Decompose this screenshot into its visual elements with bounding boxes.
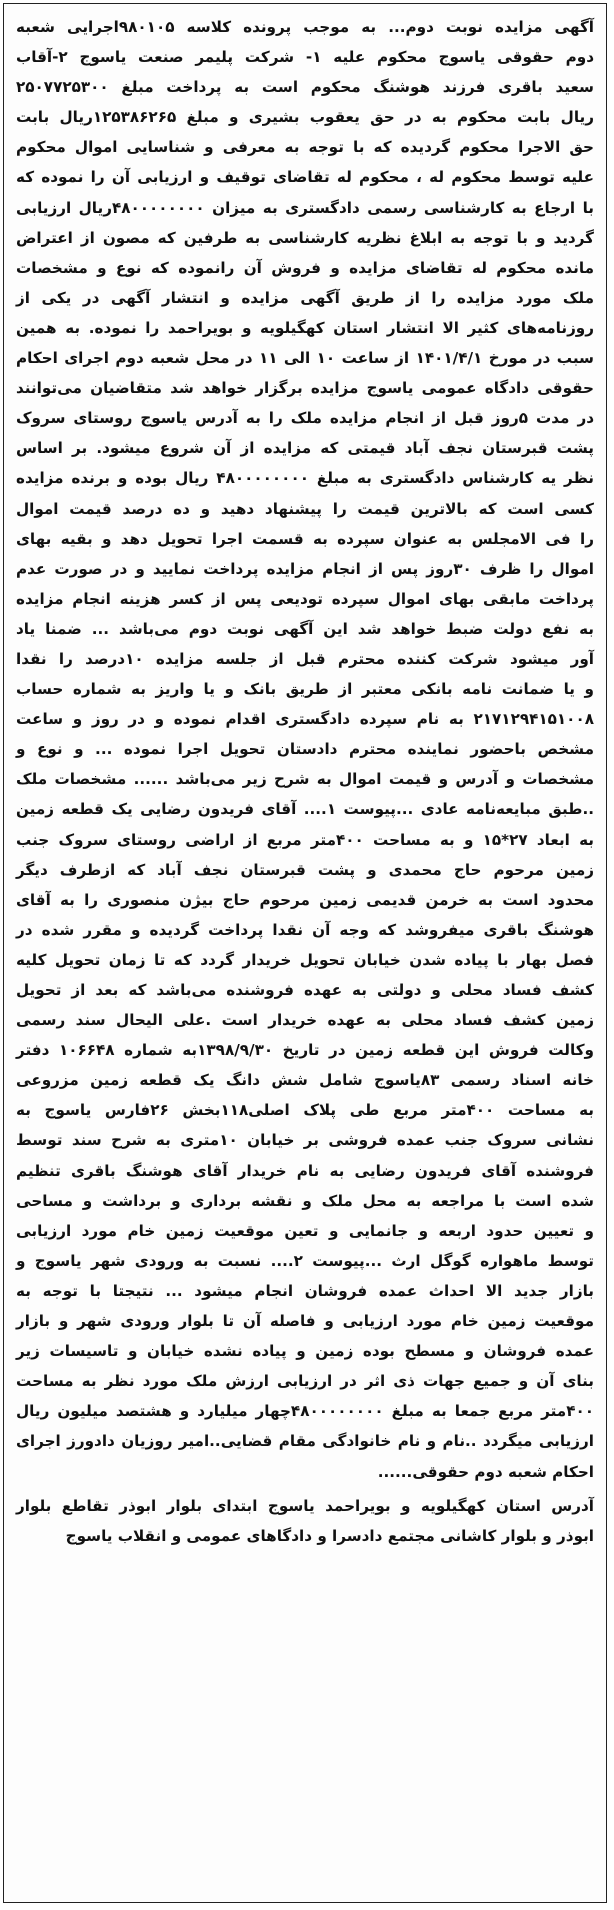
notice-text-line: کسی است که بالاترین قیمت را پیشنهاد دهید و ده درصد قیمت اموال <box>16 499 594 518</box>
notice-text-line: احکام شعبه دوم حقوقی...... <box>377 1462 594 1481</box>
notice-text-line: با ارجاع به کارشناسی رسمی دادگستری به میزان ۴۸۰۰۰۰۰۰۰۰ریال ارزیابی <box>16 198 595 217</box>
notice-text-line: و یا ضمانت نامه بانکی معتبر از طریق بانک و یا واریز به شماره حساب <box>16 680 594 699</box>
auction-notice <box>3 3 607 1903</box>
notice-text-line: به ابعاد ۲۷*۱۵ و به مساحت ۴۰۰متر مربع از اراضی روستای سروک جنب <box>16 830 595 849</box>
notice-text-line: به نفع دولت ضبط خواهد شد این آگهی نوبت دوم می‌باشد ... ضمنا یاد <box>16 619 594 638</box>
notice-text-line: علیه توسط محکوم له ، محکوم له تقاضای توقیف و ارزیابی آن را نموده که <box>16 168 594 187</box>
notice-text-line: را فی الامجلس به عنوان سپرده به قسمت اجرا تحویل دهد و بقیه بهای <box>16 529 594 548</box>
notice-text-line: گردید و با توجه به ابلاغ نظریه کارشناسی به طرفین که مصون از اعتراض <box>16 228 594 247</box>
notice-text-line: نظر یه کارشناس دادگستری به مبلغ ۴۸۰۰۰۰۰۰۰۰ ریال بوده و برنده مزایده <box>16 469 594 488</box>
notice-text-line: شده است با مراجعه به محل ملک و نقشه برداری و برداشت و مساحی <box>16 1191 594 1210</box>
notice-text-line: نشانی سروک جنب عمده فروشی بر خیابان ۱۰متری به شرح سند توسط <box>16 1131 594 1150</box>
notice-text-line: وکالت فروش این قطعه زمین در تاریخ ۱۳۹۸/۹/۳۰به شماره ۱۰۶۶۴۸ دفتر <box>16 1041 594 1060</box>
notice-text-line: روزنامه‌های کثیر الا انتشار استان کهگیلویه و بویراحمد را نموده. به همین <box>16 318 594 337</box>
notice-text-line: مانده محکوم له تقاضای مزایده و فروش آن رانموده که نوع و مشخصات <box>16 258 594 277</box>
notice-text-line: ..طبق مبایعه‌نامه عادی ...پیوست ۱.... آقای فریدون رضایی یک قطعه زمین <box>16 800 595 819</box>
notice-text-line: عمده فروشان و مسطح بوده زمین و پیاده نشده خیابان و تاسیسات زیر <box>16 1342 594 1361</box>
notice-text-line: آگهی مزایده نوبت دوم... به موجب پرونده کلاسه ۹۸۰۱۰۵اجرایی شعبه <box>16 18 594 36</box>
notice-text-line: ارزیابی میگردد ..نام و نام خانوادگی مقام قضایی..امیر روزیان دادورز اجرای <box>16 1432 594 1451</box>
notice-address <box>16 1491 594 1551</box>
notice-text-line: فروشنده آقای فریدون رضایی به نام خریدار آقای هوشنگ باقری تنظیم <box>16 1161 594 1180</box>
address-text-line: ابوذر و بلوار کاشانی مجتمع دادسرا و دادگاهای عمومی و انقلاب یاسوج <box>65 1526 594 1545</box>
notice-text-line: فصل بهار با پیاده شدن خیابان تحویل خریدار گردد که تا زمان تحویل کلیه <box>16 950 594 969</box>
notice-text-line: ۴۰۰متر مربع جمعا به مبلغ ۴۸۰۰۰۰۰۰۰۰چهار میلیارد و هشتصد میلیون ریال <box>16 1402 594 1421</box>
notice-text-line: مشخصات و آدرس و قیمت اموال به شرح زیر می‌باشد ...... مشخصات ملک <box>16 770 594 789</box>
notice-text-line: در مدت ۵روز قبل از انجام مزایده ملک را به آدرس یاسوج روستای سروک <box>16 409 594 428</box>
notice-text-line: کشف فساد محلی و دولتی به عهده فروشنده می‌باشد که بعد از تحویل <box>16 981 594 999</box>
notice-text-line: سعید باقری فرزند هوشنگ محکوم است به پرداخت مبلغ ۲۵۰۷۷۲۵۳۰۰ <box>16 78 594 97</box>
notice-text-line: ریال بابت محکوم به در حق یعقوب بشیری و مبلغ ۱۲۵۳۸۶۲۶۵ریال بابت <box>16 108 594 127</box>
notice-text-line: ملک مورد مزایده را از طریق آگهی مزایده و انتشار آگهی در یکی از <box>16 288 594 307</box>
notice-text-line: آور میشود شرکت کننده محترم قبل از جلسه مزایده ۱۰درصد را نقدا <box>16 649 594 668</box>
notice-text-line: موقعیت زمین خام مورد ارزیابی و فاصله آن تا بلوار ورودی شهر و بازار <box>16 1312 594 1331</box>
notice-text-line: زمین کشف فساد محلی به عهده خریدار است .علی الیحال سند رسمی <box>16 1011 594 1030</box>
notice-text-line: به مساحت ۴۰۰متر مربع طی پلاک اصلی۱۱۸بخش ۲۶فارس یاسوج به <box>16 1101 594 1120</box>
notice-text-line: بنای آن و جمیع جهات ذی اثر در ارزیابی ارزش ملک مورد نظر به مساحت <box>16 1372 594 1391</box>
notice-text-line: خانه اسناد رسمی ۸۳یاسوج شامل شش دانگ یک قطعه زمین مزروعی <box>16 1071 594 1090</box>
notice-text-line: ۲۱۷۱۲۹۴۱۵۱۰۰۸ به نام سپرده دادگستری اقدام نموده و در روز و ساعت <box>16 710 594 729</box>
notice-text-line: حق الاجرا محکوم گردیده که با توجه به معرفی و شناسایی اموال محکوم <box>16 138 594 157</box>
notice-body <box>16 12 594 1487</box>
notice-text-line: هوشنگ باقری میفروشد که وجه آن نقدا پرداخت گردیده و مقرر شده در <box>16 920 594 939</box>
notice-text-line: دوم حقوقی یاسوج محکوم علیه ۱- شرکت پلیمر صنعت یاسوج ۲-آقاب <box>16 48 594 67</box>
notice-text-line: توسط ماهواره گوگل ارث ...پیوست ۲.... نسبت به ورودی شهر یاسوج و <box>16 1251 594 1270</box>
notice-text-line: سبب در مورخ ۱۴۰۱/۴/۱ از ساعت ۱۰ الی ۱۱ در محل شعبه دوم اجرای احکام <box>16 349 594 368</box>
notice-text-line: اموال را ظرف ۳۰روز پس از انجام مزایده پرداخت نمایید و در صورت عدم <box>16 559 594 578</box>
notice-text-line: حقوقی دادگاه عمومی یاسوج مزایده برگزار خواهد شد متقاضیان می‌توانند <box>16 379 594 398</box>
notice-text-line: محدود است به خرمن قدیمی زمین مرحوم حاج بیژن منصوری را به آقای <box>16 890 594 909</box>
notice-text-line: زمین مرحوم حاج محمدی و پشت قبرستان نجف آباد که ازطرف دیگر <box>16 860 594 879</box>
notice-text-line: مشخص باحضور نماینده محترم دادستان تحویل اجرا نموده ... و نوع و <box>16 740 594 759</box>
notice-text-line: و تعیین حدود اربعه و جانمایی و تعین موقعیت زمین خام مورد ارزیابی <box>16 1221 594 1240</box>
notice-text-line: بازار جدید الا احداث عمده فروشان انجام میشود ... نتیجتا با توجه به <box>16 1281 594 1300</box>
notice-text-line: پشت قبرستان نجف آباد قیمتی که مزایده از آن شروع میشود. بر اساس <box>16 439 594 458</box>
address-text-line: آدرس استان کهگیلویه و بویراحمد یاسوج ابتدای بلوار ابوذر تقاطع بلوار <box>16 1496 594 1515</box>
notice-text-line: پرداخت مابقی بهای اموال سپرده تودیعی پس از کسر هزینه انجام مزایده <box>16 589 594 608</box>
